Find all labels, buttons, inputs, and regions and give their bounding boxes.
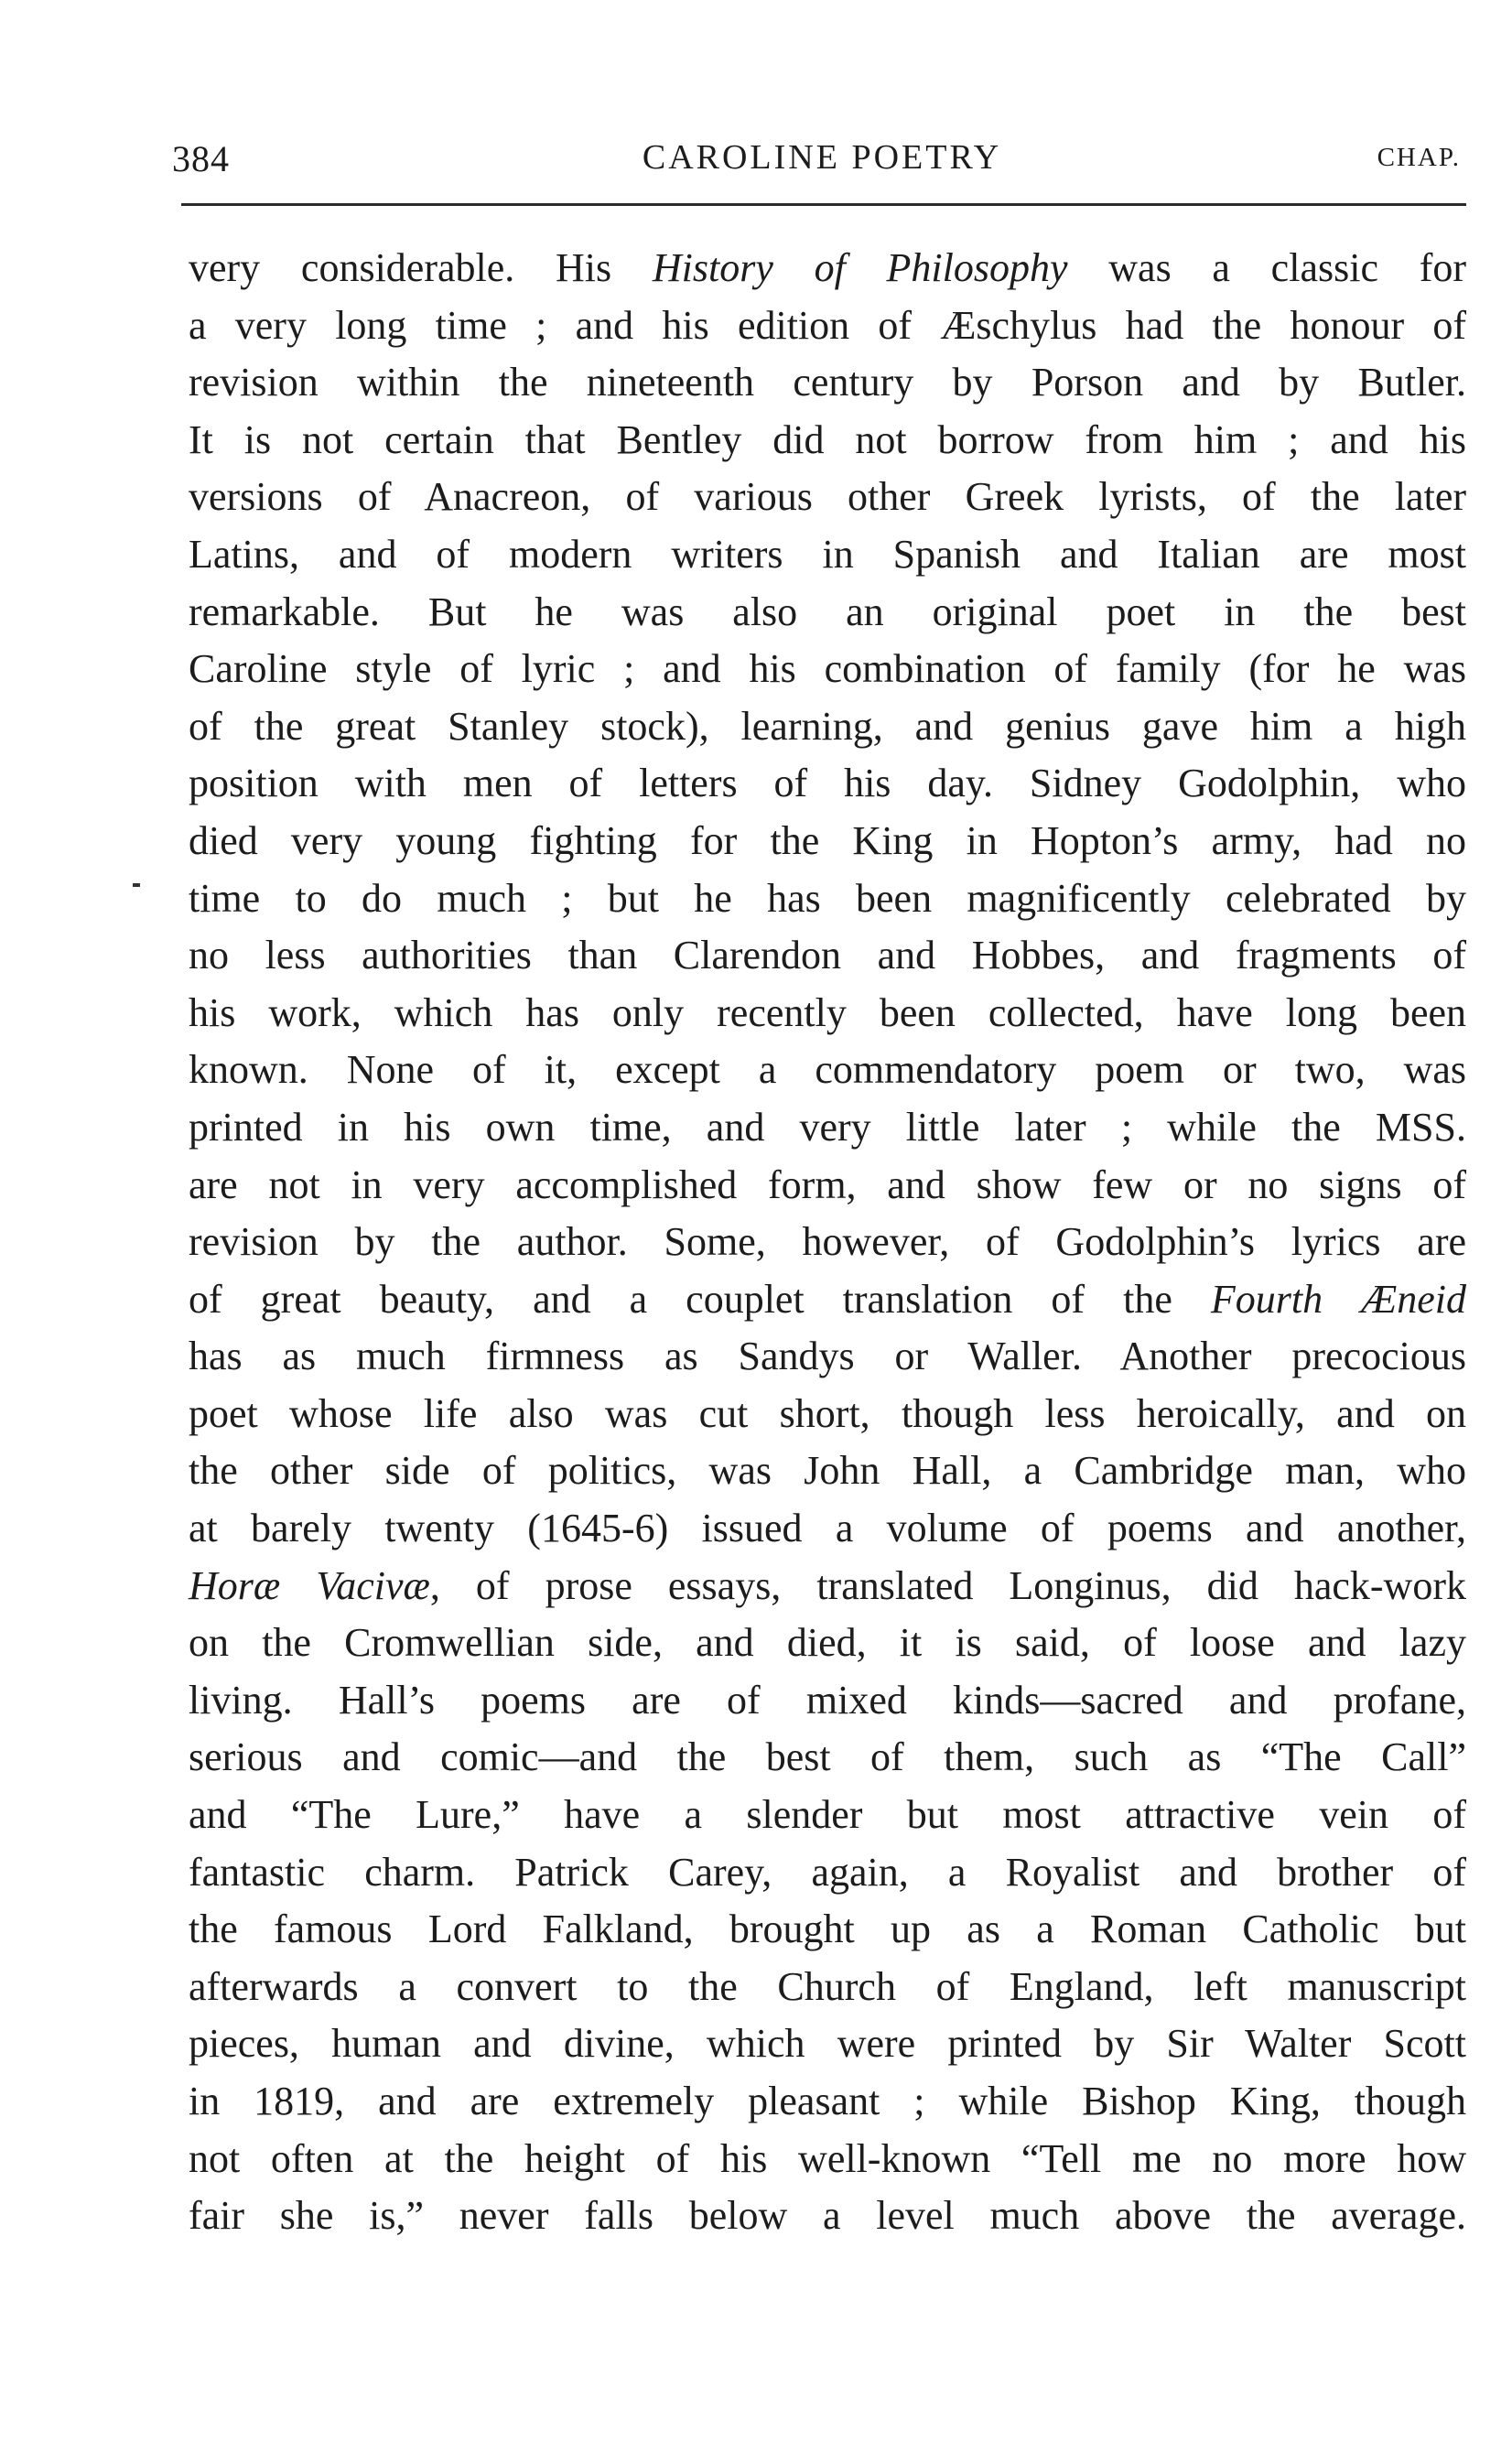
text-line [189,1558,1466,1615]
text-segment: Latins, and of modern writers in Spanish and Italian are most [189,531,1466,577]
text-segment: fantastic charm. Patrick Carey, again, a Royalist and brother of [189,1849,1466,1895]
text-line [189,698,1466,756]
text-segment: , of prose essays, translated Longinus, did hack-work [429,1562,1466,1608]
chapter-label: CHAP. [1377,143,1461,172]
italic-title: History of Philosophy [652,245,1068,290]
text-segment: of great beauty, and a couplet translation of the [189,1276,1211,1322]
text-segment: pieces, human and divine, which were printed by Sir Walter Scott [189,2021,1466,2067]
text-line [189,584,1466,642]
text-segment: are not in very accomplished form, and show few or no signs of [189,1161,1466,1207]
text-segment: remarkable. But he was also an original poet in the best [189,589,1466,634]
text-segment: very considerable. His [189,245,653,290]
text-segment: at barely twenty (1645-6) issued a volume of poems and another, [189,1506,1466,1551]
text-line [189,1959,1466,2016]
text-segment: known. None of it, except a commendatory poem or two, was [189,1047,1466,1093]
text-segment: It is not certain that Bentley did not borrow from him ; and his [189,416,1466,462]
text-segment: was a classic for [1067,245,1467,290]
text-segment: living. Hall’s poems are of mixed kinds—sacred and profane, [189,1677,1466,1723]
text-segment: not often at the height of his well-known “Tell me no more how [189,2135,1466,2181]
text-line [189,1615,1466,1672]
text-segment: versions of Anacreon, of various other Greek lyrists, of the later [189,474,1466,520]
text-line [189,1328,1466,1386]
running-header [172,119,1472,201]
text-segment: in 1819, and are extremely pleasant ; while Bishop King, though [189,2079,1466,2123]
text-line [189,297,1466,355]
text-segment: revision within the nineteenth century by Porson and by Butler. [189,360,1466,405]
text-segment: the other side of politics, was John Hall, a Cambridge man, who [189,1448,1466,1494]
italic-title: Fourth Æneid [1210,1276,1466,1322]
text-segment: serious and comic—and the best of them, such as “The Call” [189,1734,1466,1780]
text-segment: of the great Stanley stock), learning, and genius gave him a high [189,703,1466,749]
text-line [189,1042,1466,1099]
text-line [189,985,1466,1042]
italic-title: Horæ Vacivæ [189,1562,430,1608]
text-line [189,2015,1466,2073]
text-line [189,469,1466,526]
running-title: CAROLINE POETRY [642,138,1002,177]
text-line [189,1787,1466,1844]
body-paragraph [189,240,1466,2245]
text-line [189,354,1466,412]
text-segment: died very young fighting for the King in Hopton’s army, had no [189,817,1466,863]
text-segment: position with men of letters of his day. Sidney Godolphin, who [189,761,1466,806]
text-line [189,1157,1466,1215]
text-line [189,412,1466,470]
text-segment: afterwards a convert to the Church of England, left manuscript [189,1963,1466,2009]
text-line [189,2131,1466,2188]
text-line [189,755,1466,813]
text-line [189,1099,1466,1157]
text-segment: and “The Lure,” have a slender but most attractive vein of [189,1792,1466,1838]
text-line [189,526,1466,584]
text-line [189,641,1466,698]
margin-mark [133,883,140,887]
text-segment: revision by the author. Some, however, of Godolphin’s lyrics are [189,1219,1466,1265]
text-segment: time to do much ; but he has been magnificently celebrated by [189,875,1466,921]
header-rule [181,203,1466,206]
text-segment: the famous Lord Falkland, brought up as a Roman Catholic but [189,1907,1466,1952]
page-number: 384 [172,138,230,179]
text-segment: his work, which has only recently been collected, have long been [189,989,1466,1035]
text-line [189,1729,1466,1787]
text-line [189,2073,1466,2131]
text-line [189,240,1466,297]
text-line [189,813,1466,870]
text-segment: printed in his own time, and very little later ; while the MSS. [189,1104,1466,1150]
text-segment: has as much firmness as Sandys or Waller. Another precocious [189,1334,1466,1379]
text-line [189,870,1466,928]
text-segment: a very long time ; and his edition of Æschylus had the honour of [189,302,1466,348]
text-line [189,1500,1466,1558]
text-line [189,1271,1466,1329]
text-line [189,1672,1466,1730]
text-line [189,1386,1466,1443]
text-line [189,1901,1466,1959]
text-line [189,2188,1466,2245]
text-segment: fair she is,” never falls below a level much above the average. [189,2193,1466,2239]
text-line [189,1214,1466,1271]
text-segment: poet whose life also was cut short, though less heroically, and on [189,1390,1466,1436]
text-segment: Caroline style of lyric ; and his combination of family (for he was [189,646,1466,692]
text-line [189,927,1466,985]
text-line [189,1844,1466,1902]
text-line [189,1442,1466,1500]
text-segment: no less authorities than Clarendon and Hobbes, and fragments of [189,933,1466,978]
text-segment: on the Cromwellian side, and died, it is said, of loose and lazy [189,1620,1466,1666]
